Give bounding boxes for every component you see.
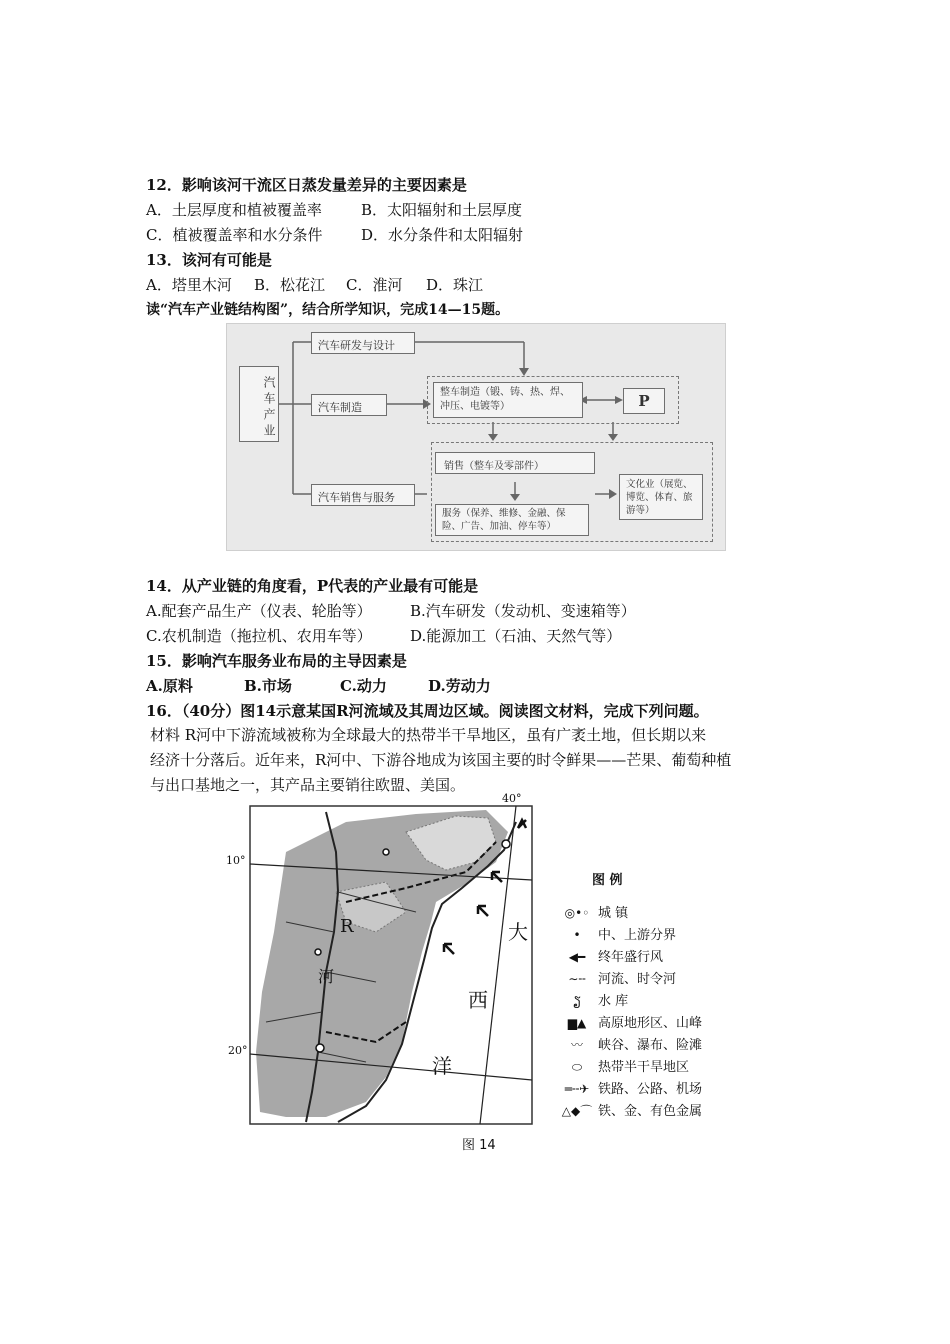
question-13-stem: 13．该河有可能是: [146, 251, 272, 269]
legend-item: ═╌✈ 铁路、公路、机场: [556, 1080, 702, 1099]
town-icon: ◎•◦: [564, 906, 590, 920]
option-d: D.能源加工（石油、天然气等）: [410, 627, 622, 645]
diagram-intro: 读“汽车产业链结构图”，结合所学知识，完成14—15题。: [146, 302, 510, 318]
option-b: B.市场: [244, 677, 292, 695]
transport-icon: ═╌✈: [564, 1082, 590, 1096]
option-b: B．太阳辐射和土层厚度: [361, 201, 523, 219]
manufacturing-box: 汽车制造: [311, 394, 387, 416]
canyon-icon: 〰: [570, 1038, 583, 1052]
legend-item: ◀━ 终年盛行风: [556, 948, 663, 967]
p-box: P: [623, 388, 665, 414]
sales-service-box: 汽车销售与服务: [311, 484, 415, 506]
question-12-options-row-2: [146, 224, 523, 246]
chain-root-box: 汽车产业: [239, 366, 279, 442]
plateau-icon: ▆▲: [567, 1016, 587, 1030]
legend-item: ⬭ 热带半干旱地区: [556, 1058, 689, 1077]
r-river-basin-map: [226, 792, 546, 1132]
river-icon: ∼╌: [568, 972, 586, 986]
legend-item: ຽ 水 库: [556, 992, 628, 1011]
river-label: 河: [318, 967, 335, 986]
legend-item: ◎•◦ 城 镇: [556, 904, 628, 923]
ocean-char-2: 西: [468, 988, 488, 1012]
longitude-40-label: 40°: [502, 792, 522, 805]
latitude-10-label: 10°: [226, 854, 246, 867]
complete-vehicle-box: 整车制造（锻、铸、热、焊、冲压、电镀等）: [433, 382, 583, 418]
service-box: 服务（保养、维修、金融、保险、广告、加油、停车等）: [435, 504, 589, 536]
option-a: A.配套产品生产（仪表、轮胎等）: [146, 602, 372, 620]
question-16-stem: 16．（40分）图14示意某国R河流域及其周边区域。阅读图文材料，完成下列问题。: [146, 702, 709, 720]
legend-item: 〰 峡谷、瀑布、险滩: [556, 1036, 702, 1055]
wind-arrow-icon: ◀━: [568, 950, 586, 964]
question-12-options-row-1: [146, 199, 522, 221]
legend-item: • 中、上游分界: [556, 926, 676, 945]
figure-caption: 图 14: [462, 1138, 496, 1153]
latitude-20-label: 20°: [228, 1044, 248, 1057]
question-14-stem: 14．从产业链的角度看，P代表的产业最有可能是: [146, 577, 479, 595]
rnd-box: 汽车研发与设计: [311, 332, 415, 354]
mineral-icon: △◆⌒: [561, 1104, 593, 1118]
boundary-dot-icon: •: [573, 928, 581, 942]
option-a: A.原料: [146, 677, 193, 695]
legend-title: 图 例: [592, 873, 623, 888]
ocean-char-3: 洋: [432, 1054, 452, 1078]
culture-box: 文化业（展览、博览、体育、旅游等）: [619, 474, 703, 520]
option-c: C.农机制造（拖拉机、农用车等）: [146, 627, 372, 645]
legend-item: △◆⌒ 铁、金、有色金属: [556, 1102, 702, 1121]
option-d: D.劳动力: [428, 677, 491, 695]
option-a: A．土层厚度和植被覆盖率: [146, 201, 322, 219]
question-12-stem: 12．影响该河干流区日蒸发量差异的主要因素是: [146, 176, 467, 194]
question-14-options-row-2: [146, 625, 621, 647]
material-line-1: 材料 R河中下游流域被称为全球最大的热带半干旱地区，虽有广袤土地，但长期以来: [150, 726, 707, 744]
river-r-label: R: [340, 916, 354, 937]
figure-14-map: [226, 792, 736, 1157]
option-b: B．松花江: [254, 276, 326, 294]
question-14-options-row-1: [146, 600, 636, 622]
option-b: B.汽车研发（发动机、变速箱等）: [410, 602, 636, 620]
auto-industry-chain-diagram: [226, 323, 726, 551]
option-c: C．淮河: [346, 276, 403, 294]
option-d: D．珠江: [426, 276, 484, 294]
option-d: D．水分条件和太阳辐射: [361, 226, 524, 244]
question-15-options: [146, 675, 491, 697]
legend-item: ∼╌ 河流、时令河: [556, 970, 676, 989]
semiarid-icon: ⬭: [571, 1060, 583, 1074]
material-line-2: 经济十分落后。近年来，R河中、下游谷地成为该国主要的时令鲜果——芒果、葡萄种植: [150, 751, 732, 769]
question-15-stem: 15．影响汽车服务业布局的主导因素是: [146, 652, 407, 670]
legend-item: ▆▲ 高原地形区、山峰: [556, 1014, 702, 1033]
material-line-3: 与出口基地之一，其产品主要销往欧盟、美国。: [150, 776, 466, 794]
option-c: C.动力: [340, 677, 387, 695]
ocean-char-1: 大: [508, 920, 528, 944]
option-a: A．塔里木河: [146, 276, 232, 294]
question-13-options: [146, 274, 483, 296]
option-c: C．植被覆盖率和水分条件: [146, 226, 323, 244]
reservoir-icon: ຽ: [573, 994, 581, 1008]
sales-box: 销售（整车及零部件）: [435, 452, 595, 474]
